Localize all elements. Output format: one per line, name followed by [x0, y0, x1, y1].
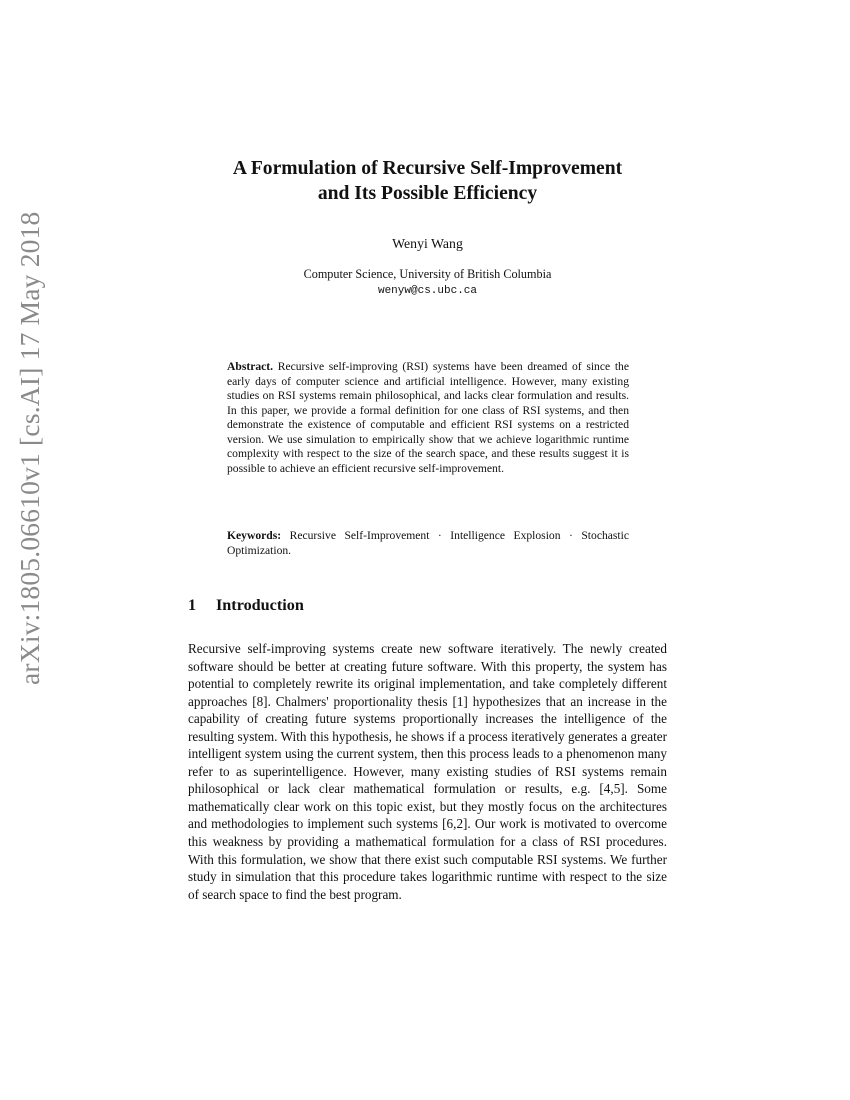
abstract-label: Abstract. — [227, 360, 274, 373]
paper-title-line-2: and Its Possible Efficiency — [317, 183, 538, 204]
abstract — [227, 360, 629, 476]
introduction-body — [188, 640, 667, 903]
section-number: 1 — [188, 596, 197, 614]
paper-title-line-1: A Formulation of Recursive Self-Improvement — [232, 158, 623, 179]
keywords — [227, 529, 629, 558]
affiliation-block — [150, 266, 705, 300]
author-email: wenyw@cs.ubc.ca — [377, 285, 478, 297]
paper-title — [150, 156, 705, 206]
abstract-text: Recursive self-improving (RSI) systems have been dreamed of since the early days of computer science and artificial intelligence. However, many existing studies on RSI systems remain philosophical, and lacks clear formulation and results. In this paper, we provide a formal definition for one class of RSI systems, and then demonstrate the existence of computable and efficient RSI systems on a restricted version. We use simulation to empirically show that we achieve logarithmic runtime complexity with respect to the size of the search space, and these results suggest it is possible to achieve an efficient recursive self-improvement. — [227, 360, 629, 475]
keywords-label: Keywords: — [227, 529, 282, 542]
author-name: Wenyi Wang — [392, 236, 463, 251]
affiliation: Computer Science, University of British Columbia — [303, 267, 552, 281]
keywords-text: Recursive Self-Improvement · Intelligence Explosion · Stochastic Optimization. — [227, 529, 630, 557]
section-title: Introduction — [216, 596, 304, 614]
introduction-paragraph: Recursive self-improving systems create new software iteratively. The newly created software should be better at creating future software. With this property, the system has potential to completely rewrite its original implementation, and take completely different approaches [8]. Chalmers' proportionality thesis [1] hypothesizes that an increase in the capability of creating future systems proportionally increases the intelligence of the resulting system. With this hypothesis, he shows if a process iteratively generates a greater intelligent system using the current system, then this process leads to a phenomenon many refer to as superintelligence. However, many existing studies of RSI systems remain philosophical or lack clear mathematical formulation or results, e.g. [4,5]. Some mathematically clear work on this topic exist, but they mostly focus on the architectures and methodologies to implement such systems [6,2]. Our work is motivated to overcome this weakness by providing a mathematical formulation for a class of RSI procedures. With this formulation, we show that there exist such computable RSI systems. We further study in simulation that this procedure takes logarithmic runtime with respect to the size of search space to find the best program. — [188, 641, 667, 902]
section-heading-introduction — [188, 596, 304, 615]
arxiv-identifier-stamp: arXiv:1805.06610v1 [cs.AI] 17 May 2018 — [14, 211, 45, 685]
